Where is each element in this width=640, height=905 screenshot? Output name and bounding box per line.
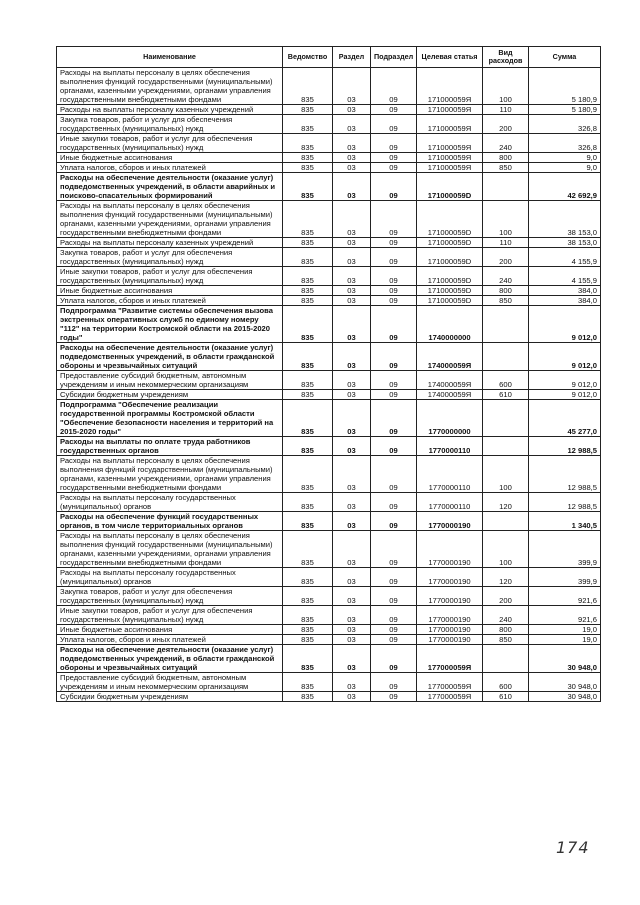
cell-target: 177000059Я bbox=[417, 645, 483, 673]
cell-ministry: 835 bbox=[283, 248, 333, 267]
cell-ministry: 835 bbox=[283, 568, 333, 587]
cell-sum: 9,0 bbox=[529, 153, 601, 163]
header-section: Раздел bbox=[333, 47, 371, 68]
cell-name: Расходы на обеспечение деятельности (оказание услуг) подведомственных учреждений, в области аварийных и поисково-спасательных формирований bbox=[57, 173, 283, 201]
cell-exp-type bbox=[483, 400, 529, 437]
table-row bbox=[57, 645, 601, 673]
cell-target: 171000059D bbox=[417, 267, 483, 286]
handwritten-page-number: 174 bbox=[556, 838, 590, 857]
cell-section: 03 bbox=[333, 390, 371, 400]
cell-target: 171000059D bbox=[417, 296, 483, 306]
table-row bbox=[57, 115, 601, 134]
cell-exp-type: 110 bbox=[483, 238, 529, 248]
cell-subsection: 09 bbox=[371, 286, 417, 296]
cell-subsection: 09 bbox=[371, 606, 417, 625]
cell-section: 03 bbox=[333, 286, 371, 296]
cell-target: 1740000000 bbox=[417, 306, 483, 343]
cell-name: Субсидии бюджетным учреждениям bbox=[57, 390, 283, 400]
table-row bbox=[57, 692, 601, 702]
cell-target: 177000059Я bbox=[417, 673, 483, 692]
cell-exp-type bbox=[483, 343, 529, 371]
cell-ministry: 835 bbox=[283, 390, 333, 400]
cell-exp-type: 100 bbox=[483, 456, 529, 493]
cell-name: Закупка товаров, работ и услуг для обеспечения государственных (муниципальных) нужд bbox=[57, 115, 283, 134]
table-row bbox=[57, 286, 601, 296]
cell-target: 171000059D bbox=[417, 238, 483, 248]
cell-section: 03 bbox=[333, 531, 371, 568]
cell-exp-type: 800 bbox=[483, 153, 529, 163]
cell-target: 1770000190 bbox=[417, 635, 483, 645]
cell-exp-type bbox=[483, 306, 529, 343]
cell-name: Уплата налогов, сборов и иных платежей bbox=[57, 296, 283, 306]
cell-sum: 45 277,0 bbox=[529, 400, 601, 437]
cell-name: Расходы на выплаты персоналу в целях обеспечения выполнения функций государственными (муниципальными) органами, казенными учреждениями, органами управления государственными внебюджетными фондами bbox=[57, 201, 283, 238]
cell-exp-type: 200 bbox=[483, 115, 529, 134]
cell-ministry: 835 bbox=[283, 493, 333, 512]
cell-section: 03 bbox=[333, 306, 371, 343]
budget-table bbox=[56, 46, 601, 702]
table-row bbox=[57, 635, 601, 645]
cell-exp-type: 600 bbox=[483, 371, 529, 390]
cell-subsection: 09 bbox=[371, 105, 417, 115]
cell-section: 03 bbox=[333, 238, 371, 248]
cell-subsection: 09 bbox=[371, 163, 417, 173]
cell-section: 03 bbox=[333, 134, 371, 153]
cell-sum: 19,0 bbox=[529, 635, 601, 645]
cell-section: 03 bbox=[333, 673, 371, 692]
cell-subsection: 09 bbox=[371, 437, 417, 456]
cell-section: 03 bbox=[333, 437, 371, 456]
cell-target: 171000059D bbox=[417, 286, 483, 296]
cell-section: 03 bbox=[333, 568, 371, 587]
cell-subsection: 09 bbox=[371, 390, 417, 400]
cell-section: 03 bbox=[333, 173, 371, 201]
table-row bbox=[57, 456, 601, 493]
header-subsection: Подраздел bbox=[371, 47, 417, 68]
cell-subsection: 09 bbox=[371, 371, 417, 390]
cell-sum: 5 180,9 bbox=[529, 68, 601, 105]
cell-name: Расходы на выплаты персоналу государственных (муниципальных) органов bbox=[57, 568, 283, 587]
table-row bbox=[57, 306, 601, 343]
cell-name: Иные бюджетные ассигнования bbox=[57, 286, 283, 296]
table-row bbox=[57, 267, 601, 286]
cell-sum: 9 012,0 bbox=[529, 343, 601, 371]
cell-subsection: 09 bbox=[371, 201, 417, 238]
cell-exp-type: 100 bbox=[483, 68, 529, 105]
cell-sum: 399,9 bbox=[529, 568, 601, 587]
cell-ministry: 835 bbox=[283, 296, 333, 306]
cell-sum: 12 988,5 bbox=[529, 493, 601, 512]
cell-subsection: 09 bbox=[371, 645, 417, 673]
cell-sum: 9,0 bbox=[529, 163, 601, 173]
cell-target: 171000059D bbox=[417, 173, 483, 201]
cell-ministry: 835 bbox=[283, 437, 333, 456]
cell-section: 03 bbox=[333, 248, 371, 267]
cell-exp-type: 120 bbox=[483, 493, 529, 512]
table-header-row bbox=[57, 47, 601, 68]
cell-name: Расходы на обеспечение деятельности (оказание услуг) подведомственных учреждений, в области гражданской обороны и чрезвычайных ситуаций bbox=[57, 645, 283, 673]
cell-ministry: 835 bbox=[283, 306, 333, 343]
cell-ministry: 835 bbox=[283, 343, 333, 371]
table-row bbox=[57, 105, 601, 115]
table-row bbox=[57, 437, 601, 456]
cell-exp-type: 200 bbox=[483, 587, 529, 606]
table-row bbox=[57, 531, 601, 568]
cell-subsection: 09 bbox=[371, 456, 417, 493]
cell-sum: 19,0 bbox=[529, 625, 601, 635]
cell-sum: 326,8 bbox=[529, 115, 601, 134]
cell-sum: 384,0 bbox=[529, 286, 601, 296]
cell-subsection: 09 bbox=[371, 173, 417, 201]
cell-target: 171000059D bbox=[417, 248, 483, 267]
header-exp-type: Вид расходов bbox=[483, 47, 529, 68]
cell-subsection: 09 bbox=[371, 635, 417, 645]
table-row bbox=[57, 606, 601, 625]
cell-name: Расходы на выплаты персоналу в целях обеспечения выполнения функций государственными (муниципальными) органами, казенными учреждениями, органами управления государственными внебюджетными фондами bbox=[57, 531, 283, 568]
cell-sum: 4 155,9 bbox=[529, 267, 601, 286]
cell-section: 03 bbox=[333, 115, 371, 134]
table-row bbox=[57, 493, 601, 512]
cell-ministry: 835 bbox=[283, 635, 333, 645]
cell-exp-type: 850 bbox=[483, 635, 529, 645]
cell-ministry: 835 bbox=[283, 286, 333, 296]
cell-name: Расходы на обеспечение деятельности (оказание услуг) подведомственных учреждений, в области гражданской обороны и чрезвычайных ситуаций bbox=[57, 343, 283, 371]
cell-subsection: 09 bbox=[371, 587, 417, 606]
cell-exp-type: 600 bbox=[483, 673, 529, 692]
cell-section: 03 bbox=[333, 587, 371, 606]
cell-exp-type: 100 bbox=[483, 201, 529, 238]
cell-subsection: 09 bbox=[371, 568, 417, 587]
cell-ministry: 835 bbox=[283, 587, 333, 606]
cell-target: 1770000190 bbox=[417, 625, 483, 635]
table-row bbox=[57, 673, 601, 692]
cell-section: 03 bbox=[333, 606, 371, 625]
cell-name: Расходы на выплаты персоналу казенных учреждений bbox=[57, 238, 283, 248]
cell-subsection: 09 bbox=[371, 531, 417, 568]
cell-exp-type: 240 bbox=[483, 267, 529, 286]
table-row bbox=[57, 153, 601, 163]
cell-ministry: 835 bbox=[283, 512, 333, 531]
header-target: Целевая статья bbox=[417, 47, 483, 68]
header-sum: Сумма bbox=[529, 47, 601, 68]
table-body bbox=[57, 68, 601, 702]
cell-section: 03 bbox=[333, 400, 371, 437]
cell-section: 03 bbox=[333, 635, 371, 645]
cell-section: 03 bbox=[333, 163, 371, 173]
cell-name: Расходы на выплаты по оплате труда работников государственных органов bbox=[57, 437, 283, 456]
cell-name: Расходы на выплаты персоналу в целях обеспечения выполнения функций государственными (муниципальными) органами, казенными учреждениями, органами управления государственными внебюджетными фондами bbox=[57, 68, 283, 105]
cell-name: Иные закупки товаров, работ и услуг для обеспечения государственных (муниципальных) нужд bbox=[57, 267, 283, 286]
cell-ministry: 835 bbox=[283, 105, 333, 115]
cell-sum: 1 340,5 bbox=[529, 512, 601, 531]
cell-exp-type: 100 bbox=[483, 531, 529, 568]
cell-ministry: 835 bbox=[283, 115, 333, 134]
cell-ministry: 835 bbox=[283, 201, 333, 238]
cell-name: Подпрограмма "Обеспечение реализации государственной программы Костромской области "Обеспечение безопасности населения и территорий на 2015-2020 годы" bbox=[57, 400, 283, 437]
cell-section: 03 bbox=[333, 68, 371, 105]
cell-name: Уплата налогов, сборов и иных платежей bbox=[57, 635, 283, 645]
cell-exp-type bbox=[483, 512, 529, 531]
cell-target: 174000059Я bbox=[417, 390, 483, 400]
cell-sum: 12 988,5 bbox=[529, 437, 601, 456]
table-row bbox=[57, 568, 601, 587]
cell-name: Предоставление субсидий бюджетным, автономным учреждениям и иным некоммерческим организациям bbox=[57, 673, 283, 692]
cell-sum: 30 948,0 bbox=[529, 673, 601, 692]
cell-ministry: 835 bbox=[283, 267, 333, 286]
cell-target: 1770000110 bbox=[417, 456, 483, 493]
cell-section: 03 bbox=[333, 105, 371, 115]
cell-section: 03 bbox=[333, 201, 371, 238]
cell-ministry: 835 bbox=[283, 173, 333, 201]
cell-exp-type: 800 bbox=[483, 625, 529, 635]
cell-subsection: 09 bbox=[371, 134, 417, 153]
cell-exp-type: 850 bbox=[483, 163, 529, 173]
cell-name: Субсидии бюджетным учреждениям bbox=[57, 692, 283, 702]
cell-sum: 921,6 bbox=[529, 587, 601, 606]
cell-section: 03 bbox=[333, 625, 371, 635]
cell-subsection: 09 bbox=[371, 673, 417, 692]
cell-ministry: 835 bbox=[283, 456, 333, 493]
cell-sum: 4 155,9 bbox=[529, 248, 601, 267]
cell-section: 03 bbox=[333, 296, 371, 306]
cell-subsection: 09 bbox=[371, 493, 417, 512]
cell-sum: 921,6 bbox=[529, 606, 601, 625]
cell-target: 1770000000 bbox=[417, 400, 483, 437]
cell-section: 03 bbox=[333, 645, 371, 673]
cell-sum: 384,0 bbox=[529, 296, 601, 306]
cell-target: 174000059Я bbox=[417, 343, 483, 371]
table-row bbox=[57, 68, 601, 105]
cell-target: 1770000110 bbox=[417, 493, 483, 512]
cell-name: Подпрограмма "Развитие системы обеспечения вызова экстренных оперативных служб по единому номеру "112" на территории Костромской области на 2015-2020 годы" bbox=[57, 306, 283, 343]
cell-name: Расходы на выплаты персоналу в целях обеспечения выполнения функций государственными (муниципальными) органами, казенными учреждениями, органами управления государственными внебюджетными фондами bbox=[57, 456, 283, 493]
cell-name: Иные закупки товаров, работ и услуг для обеспечения государственных (муниципальных) нужд bbox=[57, 606, 283, 625]
cell-target: 1770000110 bbox=[417, 437, 483, 456]
cell-subsection: 09 bbox=[371, 296, 417, 306]
cell-section: 03 bbox=[333, 371, 371, 390]
cell-exp-type: 610 bbox=[483, 692, 529, 702]
table-row bbox=[57, 173, 601, 201]
cell-exp-type: 110 bbox=[483, 105, 529, 115]
table-row bbox=[57, 343, 601, 371]
table-row bbox=[57, 248, 601, 267]
cell-subsection: 09 bbox=[371, 692, 417, 702]
cell-ministry: 835 bbox=[283, 692, 333, 702]
cell-name: Предоставление субсидий бюджетным, автономным учреждениям и иным некоммерческим организациям bbox=[57, 371, 283, 390]
cell-section: 03 bbox=[333, 153, 371, 163]
table-row bbox=[57, 400, 601, 437]
cell-section: 03 bbox=[333, 512, 371, 531]
cell-sum: 9 012,0 bbox=[529, 390, 601, 400]
cell-target: 171000059Я bbox=[417, 153, 483, 163]
table-row bbox=[57, 238, 601, 248]
cell-name: Иные закупки товаров, работ и услуг для обеспечения государственных (муниципальных) нужд bbox=[57, 134, 283, 153]
cell-exp-type bbox=[483, 437, 529, 456]
cell-exp-type: 850 bbox=[483, 296, 529, 306]
cell-ministry: 835 bbox=[283, 606, 333, 625]
cell-subsection: 09 bbox=[371, 343, 417, 371]
cell-subsection: 09 bbox=[371, 512, 417, 531]
cell-target: 171000059Я bbox=[417, 68, 483, 105]
cell-subsection: 09 bbox=[371, 153, 417, 163]
cell-sum: 9 012,0 bbox=[529, 306, 601, 343]
cell-name: Расходы на обеспечение функций государственных органов, в том числе территориальных органов bbox=[57, 512, 283, 531]
cell-target: 1770000190 bbox=[417, 531, 483, 568]
cell-ministry: 835 bbox=[283, 238, 333, 248]
table-row bbox=[57, 625, 601, 635]
cell-name: Закупка товаров, работ и услуг для обеспечения государственных (муниципальных) нужд bbox=[57, 248, 283, 267]
cell-target: 171000059Я bbox=[417, 134, 483, 153]
cell-target: 177000059Я bbox=[417, 692, 483, 702]
cell-section: 03 bbox=[333, 267, 371, 286]
cell-name: Закупка товаров, работ и услуг для обеспечения государственных (муниципальных) нужд bbox=[57, 587, 283, 606]
cell-ministry: 835 bbox=[283, 625, 333, 635]
header-name: Наименование bbox=[57, 47, 283, 68]
table-row bbox=[57, 512, 601, 531]
cell-name: Расходы на выплаты персоналу государственных (муниципальных) органов bbox=[57, 493, 283, 512]
cell-target: 174000059Я bbox=[417, 371, 483, 390]
cell-sum: 12 988,5 bbox=[529, 456, 601, 493]
cell-ministry: 835 bbox=[283, 371, 333, 390]
cell-subsection: 09 bbox=[371, 400, 417, 437]
cell-ministry: 835 bbox=[283, 134, 333, 153]
cell-subsection: 09 bbox=[371, 248, 417, 267]
cell-ministry: 835 bbox=[283, 153, 333, 163]
cell-exp-type: 240 bbox=[483, 134, 529, 153]
cell-target: 1770000190 bbox=[417, 606, 483, 625]
table-row bbox=[57, 163, 601, 173]
cell-exp-type bbox=[483, 645, 529, 673]
cell-section: 03 bbox=[333, 692, 371, 702]
cell-exp-type: 200 bbox=[483, 248, 529, 267]
cell-target: 1770000190 bbox=[417, 512, 483, 531]
header-ministry: Ведомство bbox=[283, 47, 333, 68]
table-row bbox=[57, 134, 601, 153]
cell-sum: 30 948,0 bbox=[529, 692, 601, 702]
cell-subsection: 09 bbox=[371, 115, 417, 134]
cell-ministry: 835 bbox=[283, 68, 333, 105]
cell-target: 171000059D bbox=[417, 201, 483, 238]
table-row bbox=[57, 201, 601, 238]
cell-name: Уплата налогов, сборов и иных платежей bbox=[57, 163, 283, 173]
cell-sum: 30 948,0 bbox=[529, 645, 601, 673]
cell-ministry: 835 bbox=[283, 163, 333, 173]
cell-section: 03 bbox=[333, 456, 371, 493]
cell-exp-type bbox=[483, 173, 529, 201]
cell-sum: 399,9 bbox=[529, 531, 601, 568]
cell-target: 171000059Я bbox=[417, 105, 483, 115]
cell-ministry: 835 bbox=[283, 531, 333, 568]
cell-subsection: 09 bbox=[371, 306, 417, 343]
cell-ministry: 835 bbox=[283, 673, 333, 692]
table-row bbox=[57, 371, 601, 390]
cell-sum: 42 692,9 bbox=[529, 173, 601, 201]
cell-sum: 38 153,0 bbox=[529, 238, 601, 248]
cell-name: Иные бюджетные ассигнования bbox=[57, 625, 283, 635]
table-row bbox=[57, 296, 601, 306]
cell-target: 171000059Я bbox=[417, 115, 483, 134]
cell-target: 171000059Я bbox=[417, 163, 483, 173]
cell-exp-type: 800 bbox=[483, 286, 529, 296]
cell-section: 03 bbox=[333, 493, 371, 512]
cell-subsection: 09 bbox=[371, 68, 417, 105]
cell-subsection: 09 bbox=[371, 267, 417, 286]
cell-target: 1770000190 bbox=[417, 568, 483, 587]
cell-exp-type: 120 bbox=[483, 568, 529, 587]
cell-ministry: 835 bbox=[283, 645, 333, 673]
cell-ministry: 835 bbox=[283, 400, 333, 437]
cell-section: 03 bbox=[333, 343, 371, 371]
cell-sum: 9 012,0 bbox=[529, 371, 601, 390]
cell-name: Расходы на выплаты персоналу казенных учреждений bbox=[57, 105, 283, 115]
cell-exp-type: 610 bbox=[483, 390, 529, 400]
cell-subsection: 09 bbox=[371, 625, 417, 635]
cell-sum: 38 153,0 bbox=[529, 201, 601, 238]
table-row bbox=[57, 390, 601, 400]
cell-name: Иные бюджетные ассигнования bbox=[57, 153, 283, 163]
cell-target: 1770000190 bbox=[417, 587, 483, 606]
cell-sum: 326,8 bbox=[529, 134, 601, 153]
cell-exp-type: 240 bbox=[483, 606, 529, 625]
cell-subsection: 09 bbox=[371, 238, 417, 248]
cell-sum: 5 180,9 bbox=[529, 105, 601, 115]
table-row bbox=[57, 587, 601, 606]
